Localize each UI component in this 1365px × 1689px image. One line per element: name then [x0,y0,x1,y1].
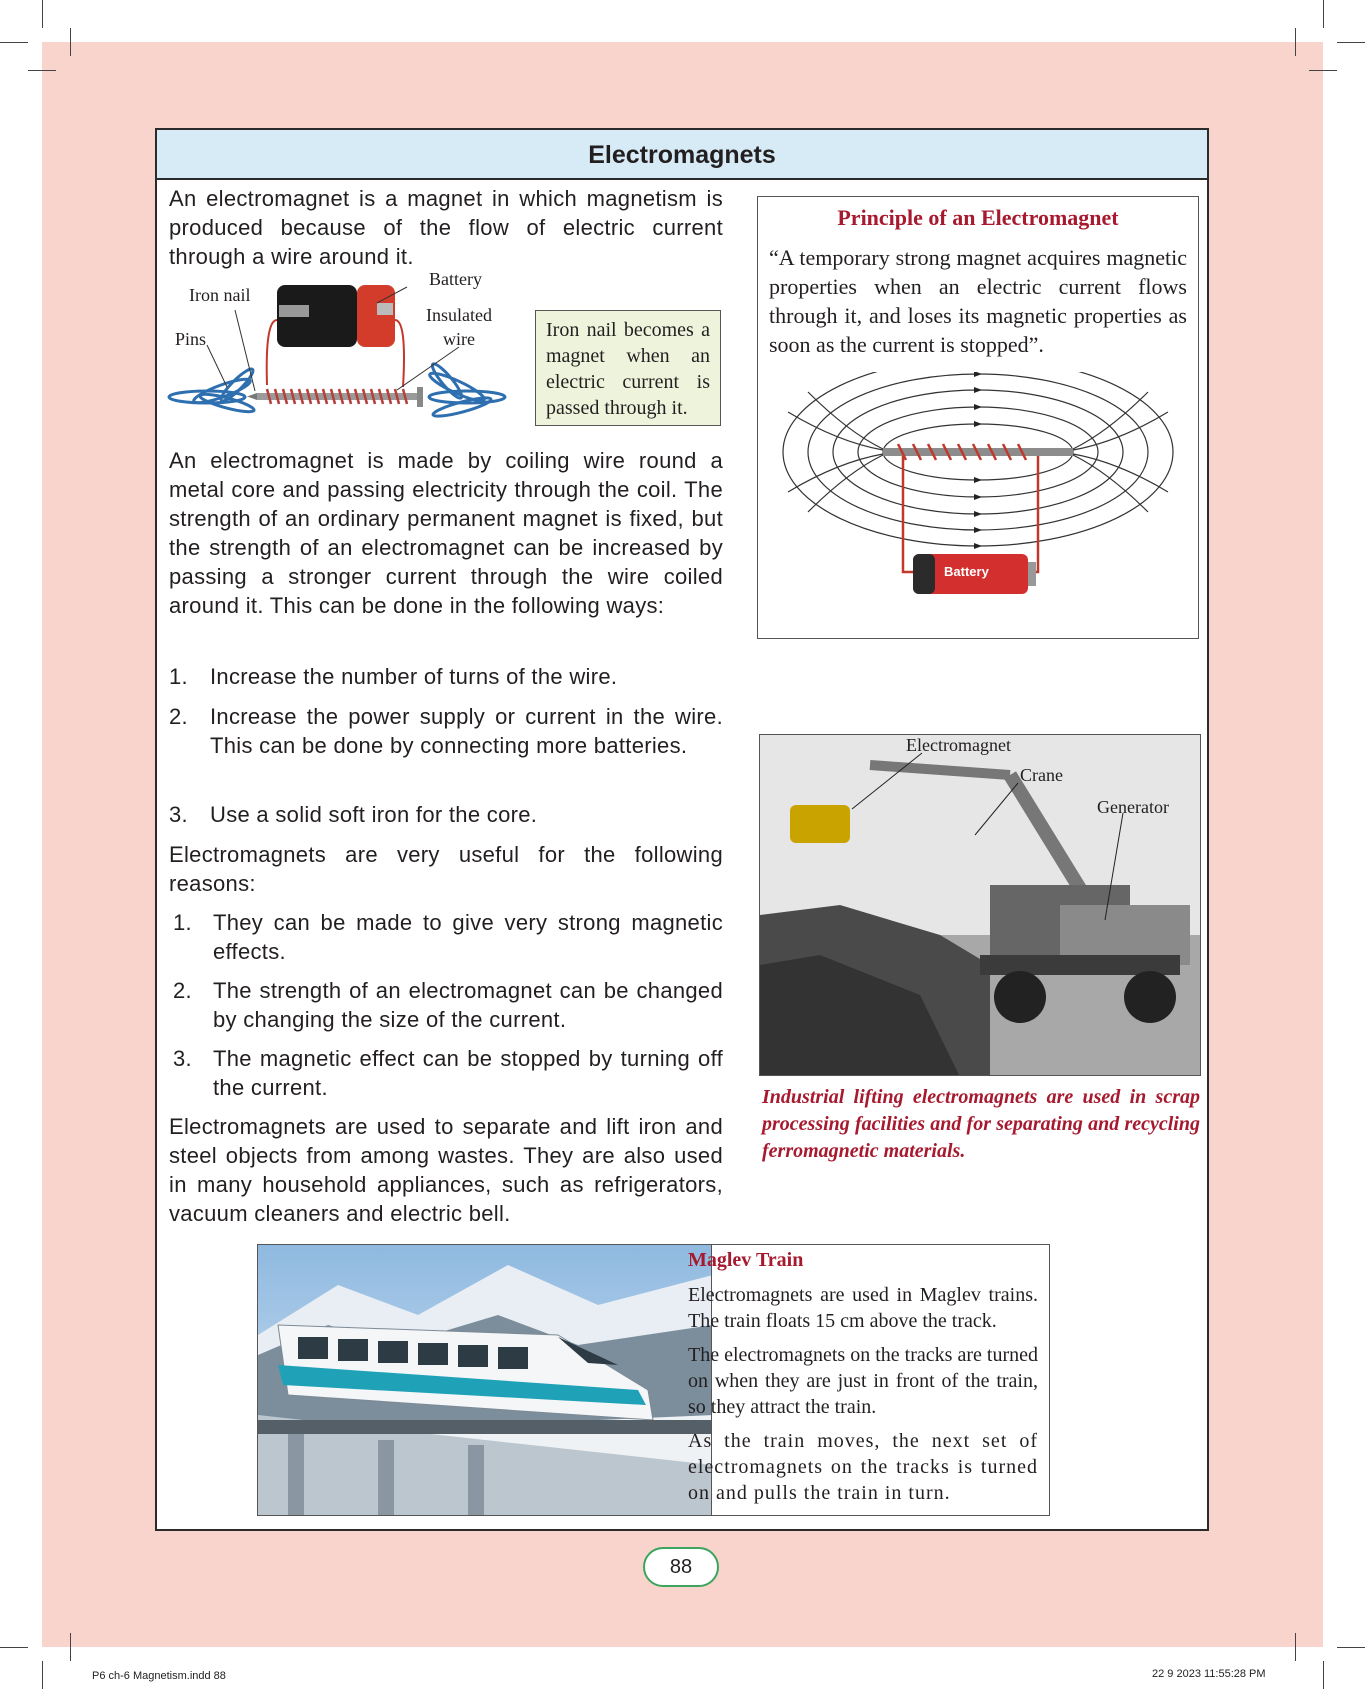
maglev-paragraph-1: Electromagnets are used in Maglev trains. The train floats 15 cm above the track. [688,1284,1038,1332]
way-item-1 [169,662,723,691]
label-insulated-wire: Insulated wire [426,305,492,349]
reason-item-2 [169,976,723,1034]
iron-nail [257,393,417,400]
magnet-disk [790,805,850,843]
page-title: Electromagnets [157,130,1207,180]
made-paragraph: An electromagnet is made by coiling wire round a metal core and passing electricity through the coil. The strength of an ordinary permanent magnet is fixed, but the strength of an electromagnet can be increased by passing a stronger current through the wire coiled around it. This can be done in the following ways: [169,448,723,618]
crop-mark [0,1647,28,1648]
maglev-text-area [688,1249,1038,1506]
crop-mark [0,42,28,43]
way-text: Use a solid soft iron for the core. [210,802,538,827]
slug-left: P6 ch-6 Magnetism.indd 88 [92,1670,226,1682]
way-num: 2. [169,704,188,729]
way-num: 3. [169,802,188,827]
crop-mark [1309,70,1337,71]
principle-text: “A temporary strong magnet acquires magnetic properties when an electric current flows through it, and loses its magnetic properties as soon as the current is stopped”. [769,245,1187,357]
label-iron-nail: Iron nail [189,285,251,305]
way-text: Increase the number of turns of the wire. [210,664,618,689]
maglev-paragraph-3: As the train moves, the next set of electromagnets on the tracks is turned on and pulls the train in turn. [688,1430,1038,1504]
way-text: Increase the power supply or current in the wire. This can be done by connecting more batteries. [210,704,723,758]
crane-photo [759,734,1201,1076]
field-lines-diagram [768,372,1188,632]
nail-note: Iron nail becomes a magnet when an electric current is passed through it. [535,310,721,426]
battery-red-cap [357,285,395,347]
reason-num: 3. [173,1046,192,1071]
crop-mark [42,0,43,28]
slug-right: 22 9 2023 11:55:28 PM [1152,1668,1266,1680]
crop-mark [1295,1633,1296,1661]
battery-label: Battery [944,564,989,579]
crop-mark [1337,42,1365,43]
way-item-2 [169,702,723,760]
label-battery: Battery [429,269,482,289]
label-generator: Generator [1097,797,1169,817]
page-number: 88 [643,1547,719,1587]
crane-illustration [760,735,1201,1076]
label-crane: Crane [1020,765,1063,785]
intro-paragraph: An electromagnet is a magnet in which magnetism is produced because of the flow of electric current through a wire around it. [169,186,723,269]
label-electromagnet: Electromagnet [906,735,1011,755]
maglev-paragraph-2: The electromagnets on the tracks are turned on when they are just in front of the train, so they attract the train. [688,1344,1038,1418]
principle-title: Principle of an Electromagnet [837,205,1119,230]
crop-mark [1337,1647,1365,1648]
crane-caption: Industrial lifting electromagnets are used in scrap processing facilities and for separating and recycling ferromagnetic materials. [762,1086,1200,1162]
crop-mark [1323,0,1324,28]
label-pins: Pins [175,329,207,349]
crop-mark [70,28,71,56]
crop-mark [28,70,56,71]
reason-item-3 [169,1044,723,1102]
maglev-box [257,1244,1050,1516]
nail-diagram [167,269,527,425]
crop-mark [70,1633,71,1661]
crop-mark [1323,1661,1324,1689]
reason-text: The magnetic effect can be stopped by turning off the current. [213,1046,723,1100]
reason-text: The strength of an electromagnet can be changed by changing the size of the current. [213,978,723,1032]
reason-num: 1. [173,910,192,935]
content-frame [155,128,1209,1531]
principle-box [757,196,1199,639]
pins-left [169,366,256,415]
reason-num: 2. [173,978,192,1003]
useful-intro: Electromagnets are very useful for the following reasons: [169,842,723,896]
pins-right [427,361,505,420]
reason-text: They can be made to give very strong magnetic effects. [213,910,723,964]
way-num: 1. [169,664,188,689]
way-item-3 [169,800,723,829]
maglev-title: Maglev Train [688,1249,804,1271]
crop-mark [1295,28,1296,56]
reason-item-1 [169,908,723,966]
uses-paragraph: Electromagnets are used to separate and lift iron and steel objects from among wastes. They are also used in many household appliances, such as refrigerators, vacuum cleaners and electric bell. [169,1114,723,1226]
crop-mark [42,1661,43,1689]
